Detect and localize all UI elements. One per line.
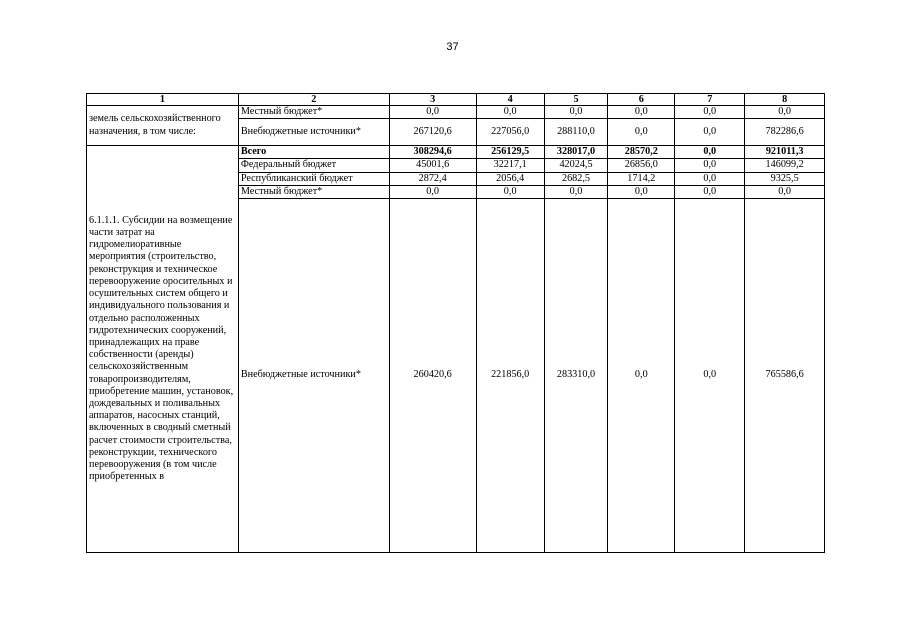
value-cell: 146099,2 bbox=[745, 159, 825, 172]
value-cell: 308294,6 bbox=[389, 146, 476, 159]
table-row bbox=[87, 106, 825, 119]
value-cell: 0,0 bbox=[675, 159, 745, 172]
value-cell: 0,0 bbox=[608, 119, 675, 146]
value-cell: 283310,0 bbox=[544, 199, 608, 553]
value-cell: 0,0 bbox=[745, 185, 825, 198]
funding-source: Республиканский бюджет bbox=[238, 172, 389, 185]
value-cell: 0,0 bbox=[544, 106, 608, 119]
page-number: 37 bbox=[446, 41, 459, 53]
header-cell: 8 bbox=[745, 94, 825, 106]
value-cell: 288110,0 bbox=[544, 119, 608, 146]
value-cell: 45001,6 bbox=[389, 159, 476, 172]
value-cell: 0,0 bbox=[675, 185, 745, 198]
header-cell: 4 bbox=[476, 94, 544, 106]
funding-source: Федеральный бюджет bbox=[238, 159, 389, 172]
value-cell: 227056,0 bbox=[476, 119, 544, 146]
item-description: земель сельскохозяйственного назначения, в том числе: bbox=[87, 106, 239, 146]
value-cell: 0,0 bbox=[544, 185, 608, 198]
header-cell: 3 bbox=[389, 94, 476, 106]
funding-source: Внебюджетные источники* bbox=[238, 199, 389, 553]
budget-table bbox=[86, 93, 825, 553]
funding-source: Местный бюджет* bbox=[238, 106, 389, 119]
value-cell: 921011,3 bbox=[745, 146, 825, 159]
value-cell: 32217,1 bbox=[476, 159, 544, 172]
value-cell: 0,0 bbox=[675, 106, 745, 119]
value-cell: 2872,4 bbox=[389, 172, 476, 185]
value-cell: 2682,5 bbox=[544, 172, 608, 185]
value-cell: 26856,0 bbox=[608, 159, 675, 172]
value-cell: 782286,6 bbox=[745, 119, 825, 146]
value-cell: 0,0 bbox=[675, 119, 745, 146]
header-cell: 2 bbox=[238, 94, 389, 106]
header-cell: 6 bbox=[608, 94, 675, 106]
value-cell: 0,0 bbox=[745, 106, 825, 119]
funding-source: Всего bbox=[238, 146, 389, 159]
value-cell: 0,0 bbox=[608, 185, 675, 198]
funding-source: Внебюджетные источники* bbox=[238, 119, 389, 146]
funding-source: Местный бюджет* bbox=[238, 185, 389, 198]
value-cell: 256129,5 bbox=[476, 146, 544, 159]
value-cell: 260420,6 bbox=[389, 199, 476, 553]
value-cell: 0,0 bbox=[675, 199, 745, 553]
value-cell: 2056,4 bbox=[476, 172, 544, 185]
value-cell: 0,0 bbox=[608, 199, 675, 553]
item-description: 6.1.1.1. Субсидии на возмещение части затрат на гидромелиоративные мероприятия (строительство, реконструкция и техническое перевооружение оросительных и осушительных систем общего и индивидуального пользования и отдельно расположенных гидротехнических сооружений, принадлежащих на праве собственности (аренды) сельскохозяйственным товаропроизводителям, приобретение машин, установок, дождевальных и поливальных аппаратов, насосных станций, включенных в сводный сметный расчет стоимости строительства, реконструкции, технического перевооружения (в том числе приобретенных в bbox=[87, 146, 239, 553]
value-cell: 0,0 bbox=[389, 185, 476, 198]
value-cell: 267120,6 bbox=[389, 119, 476, 146]
value-cell: 0,0 bbox=[476, 185, 544, 198]
value-cell: 9325,5 bbox=[745, 172, 825, 185]
value-cell: 0,0 bbox=[675, 172, 745, 185]
header-cell: 1 bbox=[87, 94, 239, 106]
value-cell: 42024,5 bbox=[544, 159, 608, 172]
table-header-row bbox=[87, 94, 825, 106]
header-cell: 7 bbox=[675, 94, 745, 106]
value-cell: 765586,6 bbox=[745, 199, 825, 553]
value-cell: 0,0 bbox=[608, 106, 675, 119]
value-cell: 1714,2 bbox=[608, 172, 675, 185]
value-cell: 0,0 bbox=[675, 146, 745, 159]
value-cell: 28570,2 bbox=[608, 146, 675, 159]
value-cell: 328017,0 bbox=[544, 146, 608, 159]
header-cell: 5 bbox=[544, 94, 608, 106]
value-cell: 221856,0 bbox=[476, 199, 544, 553]
value-cell: 0,0 bbox=[476, 106, 544, 119]
value-cell: 0,0 bbox=[389, 106, 476, 119]
table-row bbox=[87, 146, 825, 159]
